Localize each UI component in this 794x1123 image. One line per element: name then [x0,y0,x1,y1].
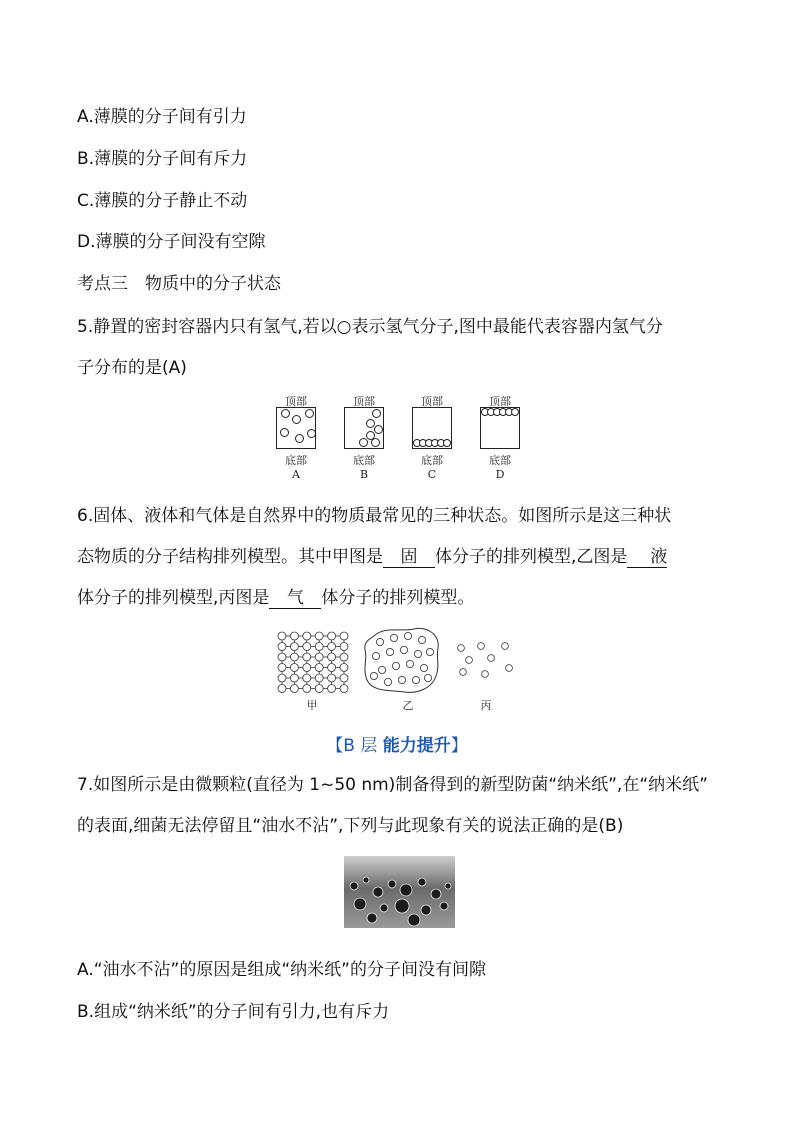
molecule [443,439,451,447]
solid-molecule [303,632,311,640]
gas-molecule [478,643,485,650]
liquid-molecule [412,676,419,683]
solid-molecule [278,643,286,651]
bottom-label-c: 底部 [421,454,443,467]
solid-molecule [315,643,323,651]
option-label-a: A [292,468,300,481]
question-6-line-3 [77,587,474,609]
molecule [280,428,289,437]
solid-molecule [290,643,298,651]
answer-blank-3: 气 [269,588,321,609]
gas-molecule [502,643,509,650]
section-heading-kaodian3: 考点三 物质中的分子状态 [77,274,281,294]
solid-molecule [303,674,311,682]
solid-molecule [290,674,298,682]
molecule [359,438,368,447]
molecule [295,434,304,443]
top-label-b: 顶部 [353,395,375,408]
liquid-molecule [420,664,427,671]
question-6-text: 体分子的排列模型,乙图是 [435,547,628,567]
option-a: A.薄膜的分子间有引力 [77,107,247,127]
solid-lattice-diagram [276,630,350,694]
water-droplet [400,884,412,896]
molecule [281,409,290,418]
liquid-molecule [400,646,407,653]
solid-molecule [328,685,336,693]
water-droplet [367,913,377,923]
water-droplet [354,898,366,910]
bottom-label-a: 底部 [285,454,307,467]
bracket-close: 】 [450,736,468,756]
bracket-open: 【 [326,736,344,756]
question-7-option-b: B.组成“纳米纸”的分子间有引力,也有斥力 [77,1002,390,1022]
solid-molecule [278,653,286,661]
gas-molecule [482,671,489,678]
answer-blank-1: 固 [383,547,435,568]
solid-molecule [328,664,336,672]
question-6-line-2 [77,546,667,568]
label-jia: 甲 [306,699,318,712]
solid-molecule [278,664,286,672]
answer-blank-2: 液 [627,547,667,568]
solid-molecule [278,674,286,682]
bottom-label-d: 底部 [489,454,511,467]
water-droplet [373,887,383,897]
option-label-b: B [359,468,369,481]
section-title: 能力提升 [382,736,451,756]
solid-molecule [340,674,348,682]
liquid-blob-diagram [362,626,442,696]
water-droplet [363,877,369,883]
gas-diagram [455,640,515,680]
question-7-line-1: 7.如图所示是由微颗粒(直径为 1~50 nm)制备得到的新型防菌“纳米纸”,在“纳米纸” [77,775,708,795]
liquid-molecule [404,632,411,639]
container-d [480,407,520,449]
question-7-line-2: 的表面,细菌无法停留且“油水不沾”,下列与此现象有关的说法正确的是(B) [77,816,624,836]
solid-molecule [290,685,298,693]
label-bing: 丙 [480,699,492,712]
solid-molecule [328,674,336,682]
gas-molecule [458,645,465,652]
option-c: C.薄膜的分子静止不动 [77,191,248,211]
molecule [511,408,519,416]
solid-molecule [303,653,311,661]
liquid-molecule [378,666,385,673]
top-label-d: 顶部 [489,395,511,408]
liquid-molecule [376,638,383,645]
liquid-molecule [424,674,431,681]
liquid-molecule [384,678,391,685]
solid-molecule [328,643,336,651]
solid-molecule [315,632,323,640]
solid-molecule [340,653,348,661]
top-label-a: 顶部 [285,395,307,408]
liquid-molecule [426,648,433,655]
question-5-line-2: 子分布的是(A) [77,358,187,378]
gas-molecule [466,657,473,664]
solid-molecule [340,643,348,651]
container-a [276,407,316,449]
solid-molecule [340,685,348,693]
solid-molecule [290,632,298,640]
option-label-c: C [427,468,437,481]
solid-molecule [315,685,323,693]
water-droplet [408,914,420,926]
liquid-molecule [370,672,377,679]
container-b [344,407,384,449]
question-6-text: 体分子的排列模型,丙图是 [77,588,270,608]
solid-molecule [340,664,348,672]
molecule [371,438,380,447]
molecule [307,429,316,438]
bottom-label-b: 底部 [353,454,375,467]
water-droplet [445,883,451,889]
question-6-line-1: 6.固体、液体和气体是自然界中的物质最常见的三种状态。如图所示是这三种状 [77,506,672,526]
liquid-molecule [414,650,421,657]
question-7-option-a: A.“油水不沾”的原因是组成“纳米纸”的分子间没有间隙 [77,960,486,980]
option-label-d: D [495,468,505,481]
solid-molecule [340,632,348,640]
solid-molecule [328,632,336,640]
gas-molecule [506,665,513,672]
water-droplet [388,880,396,888]
solid-molecule [278,685,286,693]
section-level: B 层 [343,736,378,756]
liquid-molecule [372,652,379,659]
question-5-line-1: 5.静置的密封容器内只有氢气,若以○表示氢气分子,图中最能代表容器内氢气分 [77,317,663,337]
molecule [374,425,383,434]
water-droplet [380,904,388,912]
solid-molecule [290,664,298,672]
liquid-molecule [390,634,397,641]
question-6-text: 态物质的分子结构排列模型。其中甲图是 [77,547,383,567]
solid-molecule [315,674,323,682]
option-b: B.薄膜的分子间有斥力 [77,149,248,169]
nano-paper-photo [344,856,455,928]
solid-molecule [328,653,336,661]
water-droplet [440,902,448,910]
molecule [305,409,314,418]
option-d: D.薄膜的分子间没有空隙 [77,232,266,252]
gas-molecule [488,655,495,662]
molecule [292,415,301,424]
container-c [412,407,452,449]
water-droplet [431,889,441,899]
water-droplet [395,899,409,913]
molecule [372,409,381,418]
label-yi: 乙 [402,699,414,712]
liquid-molecule [386,648,393,655]
solid-molecule [290,653,298,661]
solid-molecule [303,643,311,651]
liquid-molecule [406,660,413,667]
solid-molecule [315,664,323,672]
top-label-c: 顶部 [421,395,443,408]
section-b-heading [0,731,794,756]
solid-molecule [303,685,311,693]
solid-molecule [315,653,323,661]
liquid-molecule [418,636,425,643]
liquid-molecule [398,676,405,683]
solid-molecule [303,664,311,672]
water-droplet [418,878,426,886]
solid-molecule [278,632,286,640]
liquid-molecule [392,662,399,669]
gas-molecule [460,669,467,676]
water-droplet [421,905,431,915]
water-droplet [350,882,358,890]
question-6-text: 体分子的排列模型。 [321,588,475,608]
